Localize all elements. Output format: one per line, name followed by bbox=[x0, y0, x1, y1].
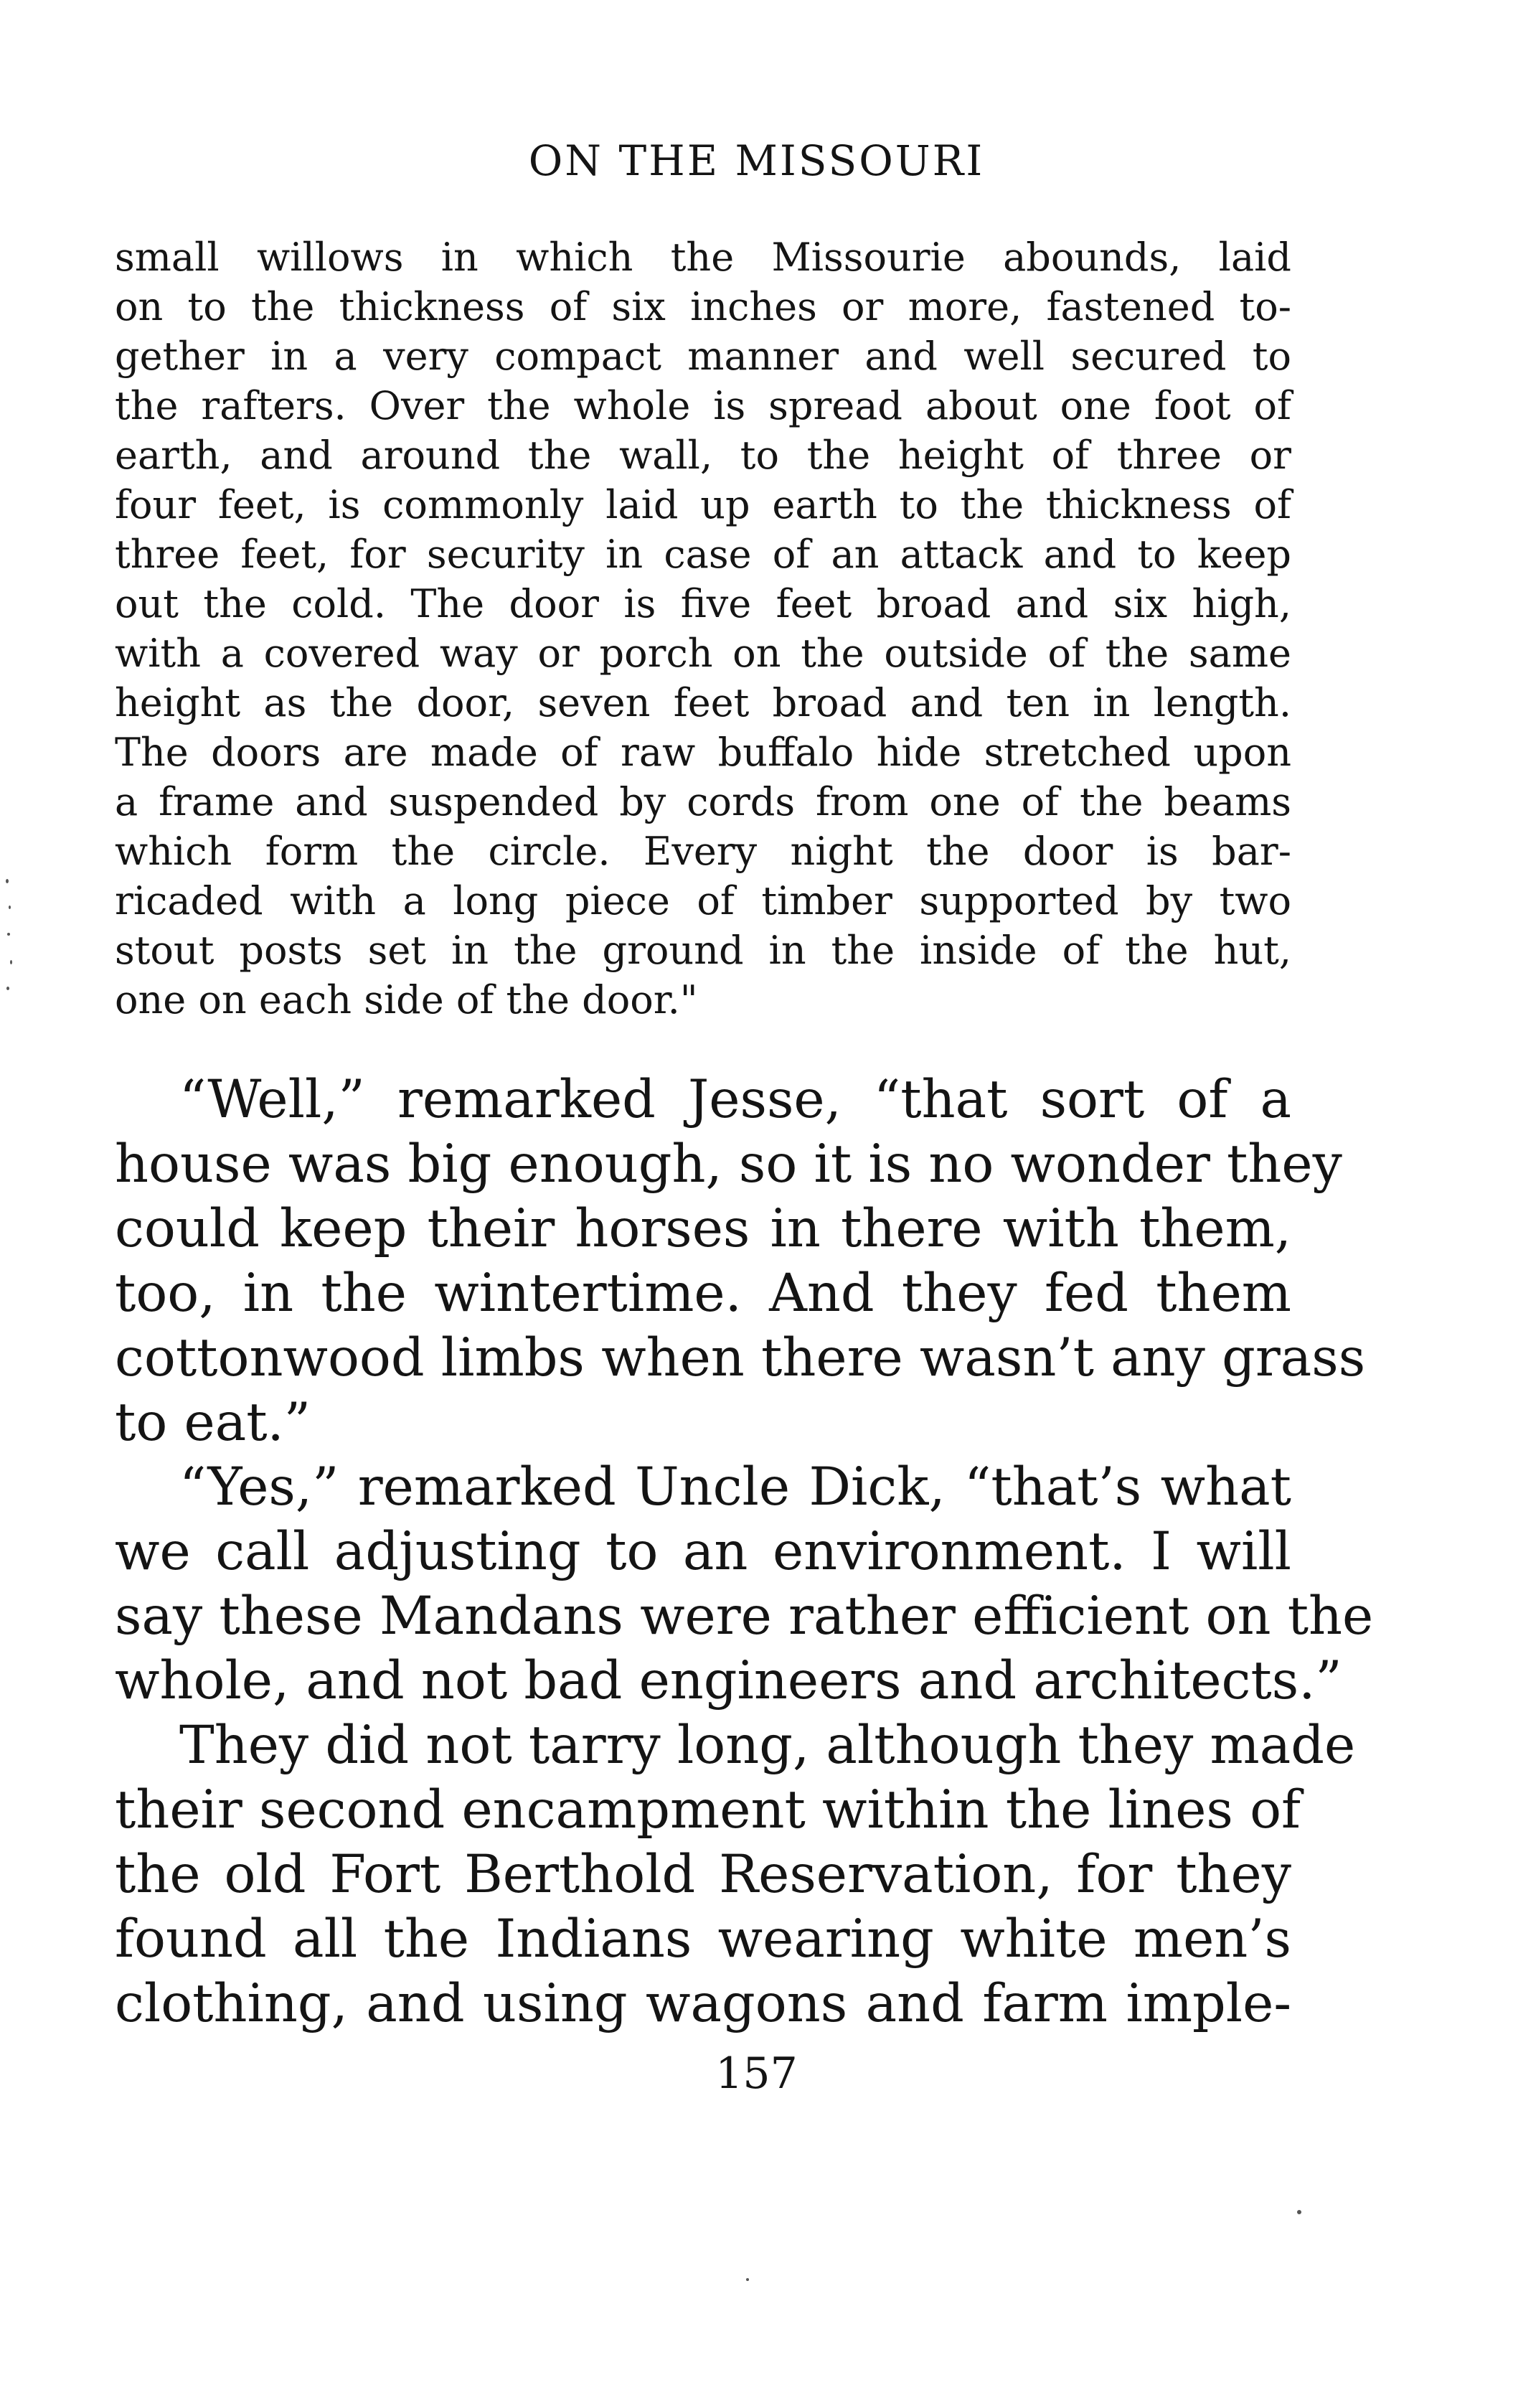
body-line: whole, and not bad engineers and architects.” bbox=[115, 1650, 1342, 1711]
body-line: could keep their horses in there with them, bbox=[115, 1198, 1291, 1259]
body-line: They did not tarry long, although they made bbox=[179, 1715, 1356, 1776]
quote-line: The doors are made of raw buffalo hide stretched upon bbox=[115, 730, 1291, 775]
quote-line: the rafters. Over the whole is spread about one foot of bbox=[115, 383, 1291, 428]
speck bbox=[9, 906, 11, 909]
body-line: too, in the wintertime. And they fed them bbox=[115, 1263, 1291, 1324]
body-line: we call adjusting to an environment. I will bbox=[115, 1521, 1291, 1582]
quote-line: ricaded with a long piece of timber supported by two bbox=[115, 878, 1291, 923]
quote-line: small willows in which the Missourie abounds, laid bbox=[115, 235, 1291, 280]
quote-line: on to the thickness of six inches or more, fastened to- bbox=[115, 284, 1291, 329]
running-header: ON THE MISSOURI bbox=[528, 136, 985, 185]
body-line: found all the Indians wearing white men’s bbox=[115, 1909, 1291, 1970]
speck bbox=[1297, 2210, 1301, 2214]
quote-line: earth, and around the wall, to the height of three or bbox=[115, 433, 1291, 478]
quote-line: gether in a very compact manner and well secured to bbox=[115, 334, 1291, 379]
body-line: the old Fort Berthold Reservation, for they bbox=[115, 1844, 1291, 1905]
body-line: their second encampment within the lines of bbox=[115, 1779, 1301, 1840]
quote-line: which form the circle. Every night the door is bar- bbox=[115, 829, 1291, 874]
speck bbox=[746, 2278, 749, 2281]
speck bbox=[6, 987, 9, 990]
body-line: house was big enough, so it is no wonder they bbox=[115, 1134, 1342, 1195]
body-line: “Well,” remarked Jesse, “that sort of a bbox=[179, 1069, 1291, 1130]
quote-line: three feet, for security in case of an attack and to keep bbox=[115, 532, 1291, 577]
quote-line: out the cold. The door is five feet broad and six high, bbox=[115, 581, 1291, 626]
quote-line: one on each side of the door." bbox=[115, 977, 698, 1022]
speck bbox=[10, 960, 12, 964]
quote-line: four feet, is commonly laid up earth to the thickness of bbox=[115, 482, 1291, 527]
body-line: clothing, and using wagons and farm imple- bbox=[115, 1973, 1291, 2034]
quote-line: with a covered way or porch on the outside of the same bbox=[115, 631, 1291, 676]
body-line: to eat.” bbox=[115, 1392, 311, 1453]
quote-line: a frame and suspended by cords from one of the beams bbox=[115, 779, 1291, 824]
page-number: 157 bbox=[715, 2049, 798, 2099]
speck bbox=[6, 879, 9, 883]
body-line: say these Mandans were rather efficient on the bbox=[115, 1586, 1374, 1647]
quote-line: height as the door, seven feet broad and ten in length. bbox=[115, 680, 1291, 725]
body-line: “Yes,” remarked Uncle Dick, “that’s what bbox=[179, 1457, 1291, 1518]
speck bbox=[7, 933, 10, 936]
quote-line: stout posts set in the ground in the inside of the hut, bbox=[115, 928, 1291, 973]
body-line: cottonwood limbs when there wasn’t any grass bbox=[115, 1327, 1366, 1388]
